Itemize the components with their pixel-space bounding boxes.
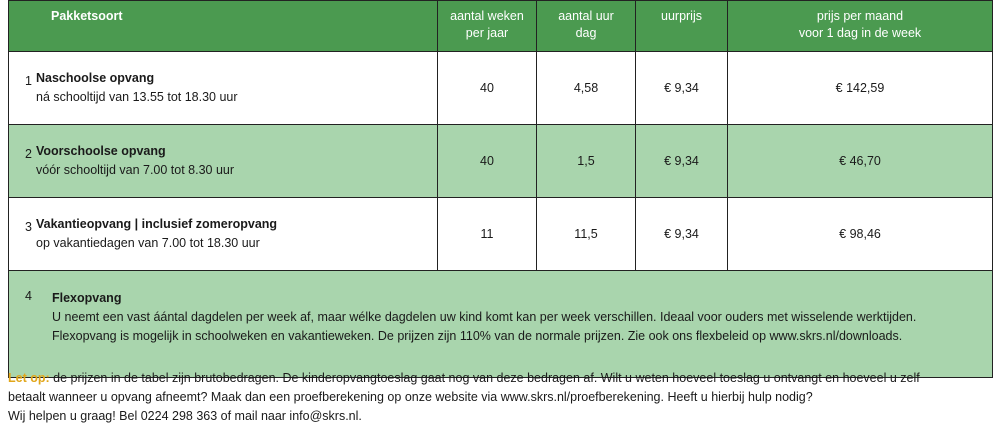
hours-value: 4,58 [537,52,636,125]
package-title: Naschoolse opvang [36,71,155,85]
header-hours-line1: aantal uur [558,9,614,23]
row-number: 3 [25,220,32,234]
package-subtitle: op vakantiedagen van 7.00 tot 18.30 uur [36,236,260,250]
weeks-value: 11 [438,198,537,271]
header-weeks-per-year [438,1,537,52]
hourly-price-value: € 9,34 [636,198,728,271]
hours-value: 1,5 [537,125,636,198]
header-monthly-line1: prijs per maand [816,9,904,23]
package-title: Vakantieopvang | inclusief zomeropvang [36,217,278,231]
note-line3: Wij helpen u graag! Bel 0224 298 363 of mail naar info@skrs.nl. [8,409,362,423]
note-line2: betaalt wanneer u opvang afneemt? Maak dan een proefberekening op onze website via www.skrs.nl/proefberekening. Heeft u hierbij hulp nodig? [8,390,813,404]
monthly-price-value: € 142,59 [728,52,993,125]
table-row-flexopvang [9,271,993,378]
header-hours-line2: dag [575,26,597,40]
package-price-table [8,0,993,378]
table-header-row [9,1,993,52]
table-row [9,125,993,198]
header-hours-per-day [537,1,636,52]
header-monthly-price [728,1,993,52]
package-title: Voorschoolse opvang [36,144,166,158]
monthly-price-value: € 98,46 [728,198,993,271]
package-description [9,125,438,198]
weeks-value: 40 [438,125,537,198]
table-row [9,52,993,125]
package-description [9,52,438,125]
row-number: 2 [25,147,32,161]
price-note [8,369,992,426]
flexopvang-text-line1: U neemt een vast áántal dagdelen per week af, maar wélke dagdelen uw kind komt kan per week verschillen. Ideaal voor ouders met wisselende werktijden. [52,310,917,324]
header-monthly-line2: voor 1 dag in de week [798,26,922,40]
hours-value: 11,5 [537,198,636,271]
hourly-price-value: € 9,34 [636,52,728,125]
header-weeks-line2: per jaar [465,26,509,40]
header-weeks-line1: aantal weken [450,9,524,23]
monthly-price-value: € 46,70 [728,125,993,198]
note-line1: de prijzen in de tabel zijn brutobedragen. De kinderopvangtoeslag gaat nog van deze bedragen af. Wilt u weten hoeveel toeslag u ontvangt en hoeveel u zelf [49,371,920,385]
flexopvang-text-line2: Flexopvang is mogelijk in schoolweken en vakantieweken. De prijzen zijn 110% van de normale prijzen. Zie ook ons flexbeleid op www.skrs.nl/downloads. [52,329,903,343]
package-description [9,198,438,271]
package-subtitle: vóór schooltijd van 7.00 tot 8.30 uur [36,163,235,177]
weeks-value: 40 [438,52,537,125]
hourly-price-value: € 9,34 [636,125,728,198]
header-pakketsoort: Pakketsoort [9,1,438,52]
row-number: 1 [25,74,32,88]
table-row [9,198,993,271]
package-subtitle: ná schooltijd van 13.55 tot 18.30 uur [36,90,238,104]
row-number: 4 [25,289,32,303]
header-hourly-price: uurprijs [636,1,728,52]
note-label: Let op: [8,371,50,385]
flexopvang-description [9,271,993,378]
flexopvang-title: Flexopvang [52,291,122,305]
